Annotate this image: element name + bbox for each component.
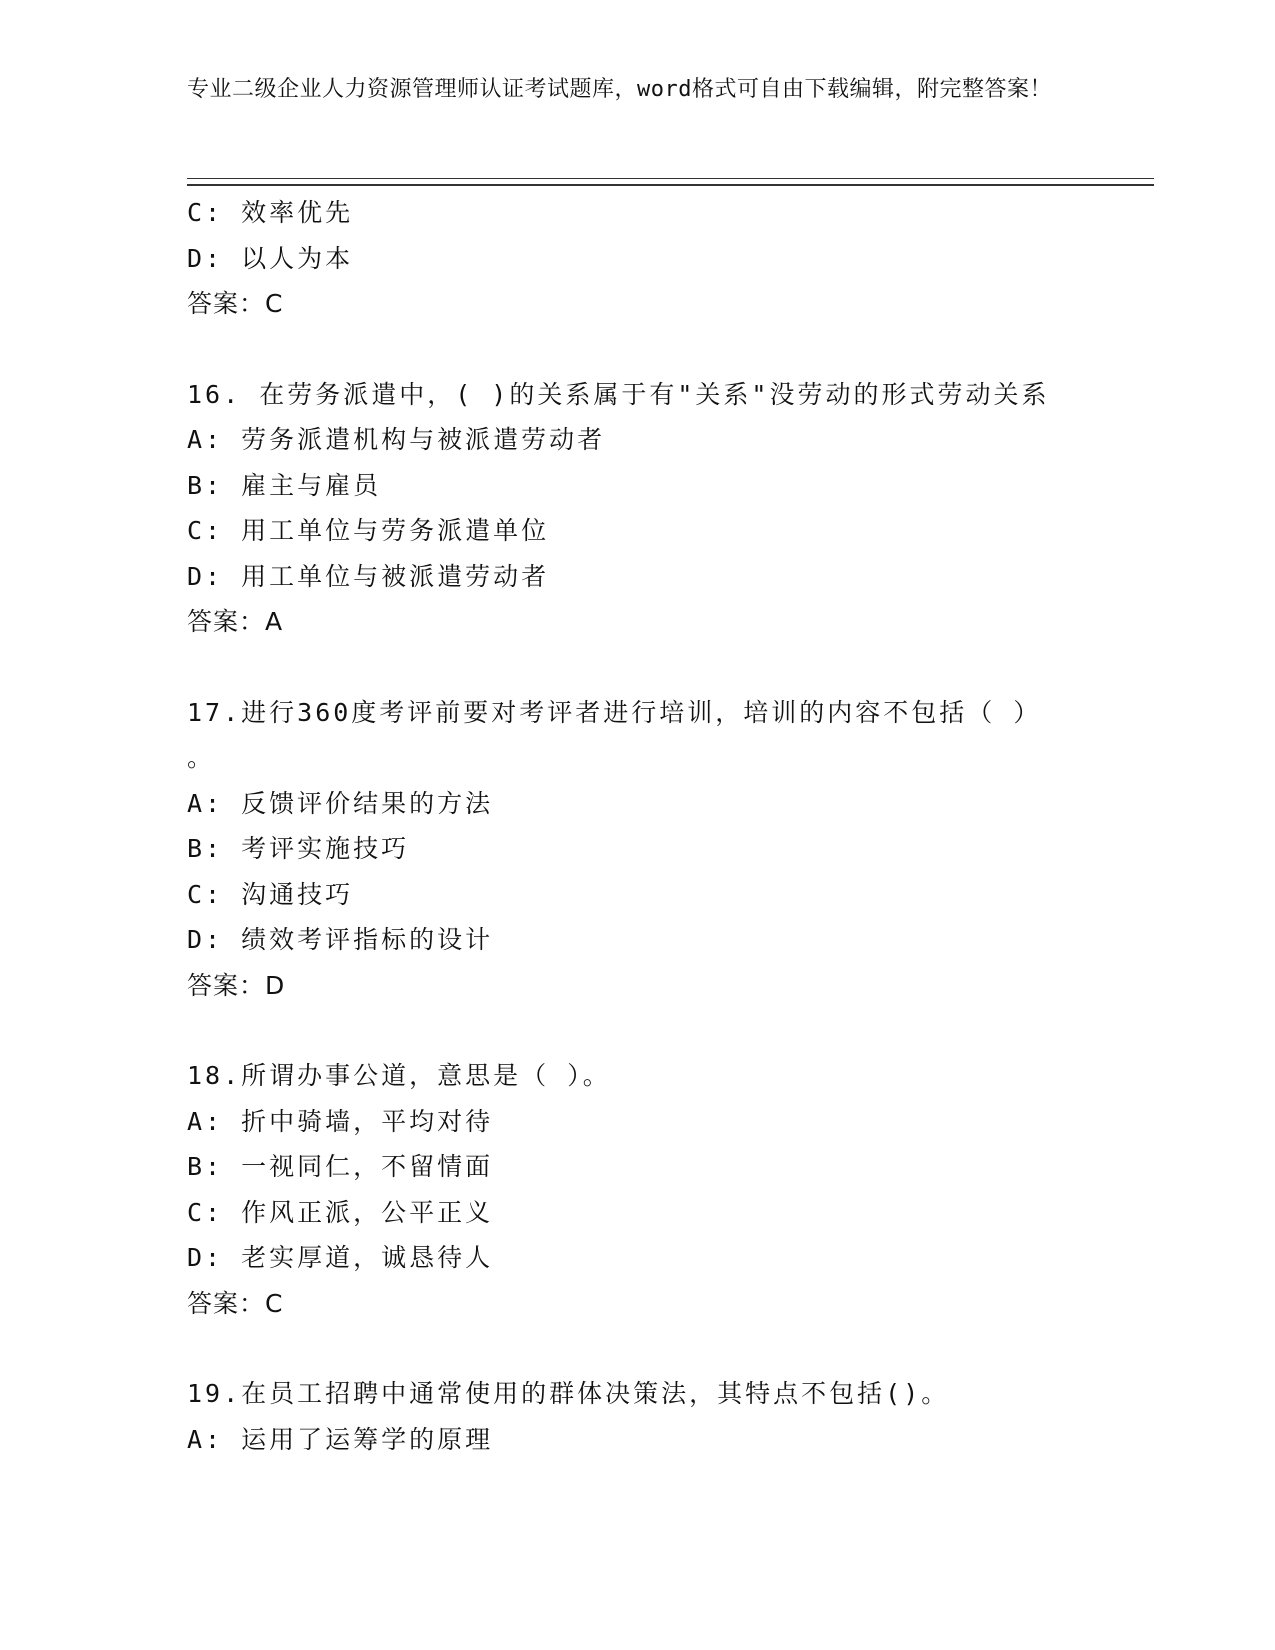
spacer [187,1326,1087,1371]
option-c: C: 用工单位与劳务派遣单位 [187,516,550,545]
option-c: C: 作风正派，公平正义 [187,1197,494,1227]
answer-line: 答案：C [187,1288,284,1318]
answer-line: 答案：A [187,607,284,636]
question-content [187,190,1087,1462]
question-stem: 17.进行360度考评前要对考评者进行培训，培训的内容不包括（ ） [187,697,1042,727]
option-d: D: 绩效考评指标的设计 [187,925,494,954]
spacer [187,1008,1087,1053]
option-a: A: 折中骑墙，平均对待 [187,1106,494,1136]
question-block-16 [187,372,1087,645]
option-d: D: 以人为本 [187,243,354,273]
answer-line: 答案：D [187,970,286,1000]
option-a: A: 运用了运筹学的原理 [187,1424,494,1454]
header-divider [187,178,1154,186]
option-b: B: 一视同仁，不留情面 [187,1152,494,1181]
question-block-17 [187,690,1087,1009]
question-block-19 [187,1371,1087,1462]
answer-line: 答案：C [187,289,284,318]
option-a: A: 反馈评价结果的方法 [187,788,494,818]
question-block-continued [187,190,1087,327]
question-block-18 [187,1053,1087,1326]
page-header: 专业二级企业人力资源管理师认证考试题库，word格式可自由下载编辑，附完整答案！ [187,77,1052,102]
question-stem: 19.在员工招聘中通常使用的群体决策法，其特点不包括()。 [187,1379,950,1408]
option-c: C: 沟通技巧 [187,879,354,909]
question-stem: 16. 在劳务派遣中，( )的关系属于有"关系"没劳动的形式劳动关系 [187,379,1050,409]
option-d: D: 用工单位与被派遣劳动者 [187,561,550,591]
question-stem-continuation: 。 [187,743,216,772]
option-d: D: 老实厚道，诚恳待人 [187,1243,494,1272]
option-c: C: 效率优先 [187,198,354,227]
option-b: B: 考评实施技巧 [187,834,410,863]
option-a: A: 劳务派遣机构与被派遣劳动者 [187,425,606,454]
spacer [187,327,1087,372]
spacer [187,645,1087,690]
option-b: B: 雇主与雇员 [187,470,382,500]
question-stem: 18.所谓办事公道，意思是（ ）。 [187,1061,611,1090]
